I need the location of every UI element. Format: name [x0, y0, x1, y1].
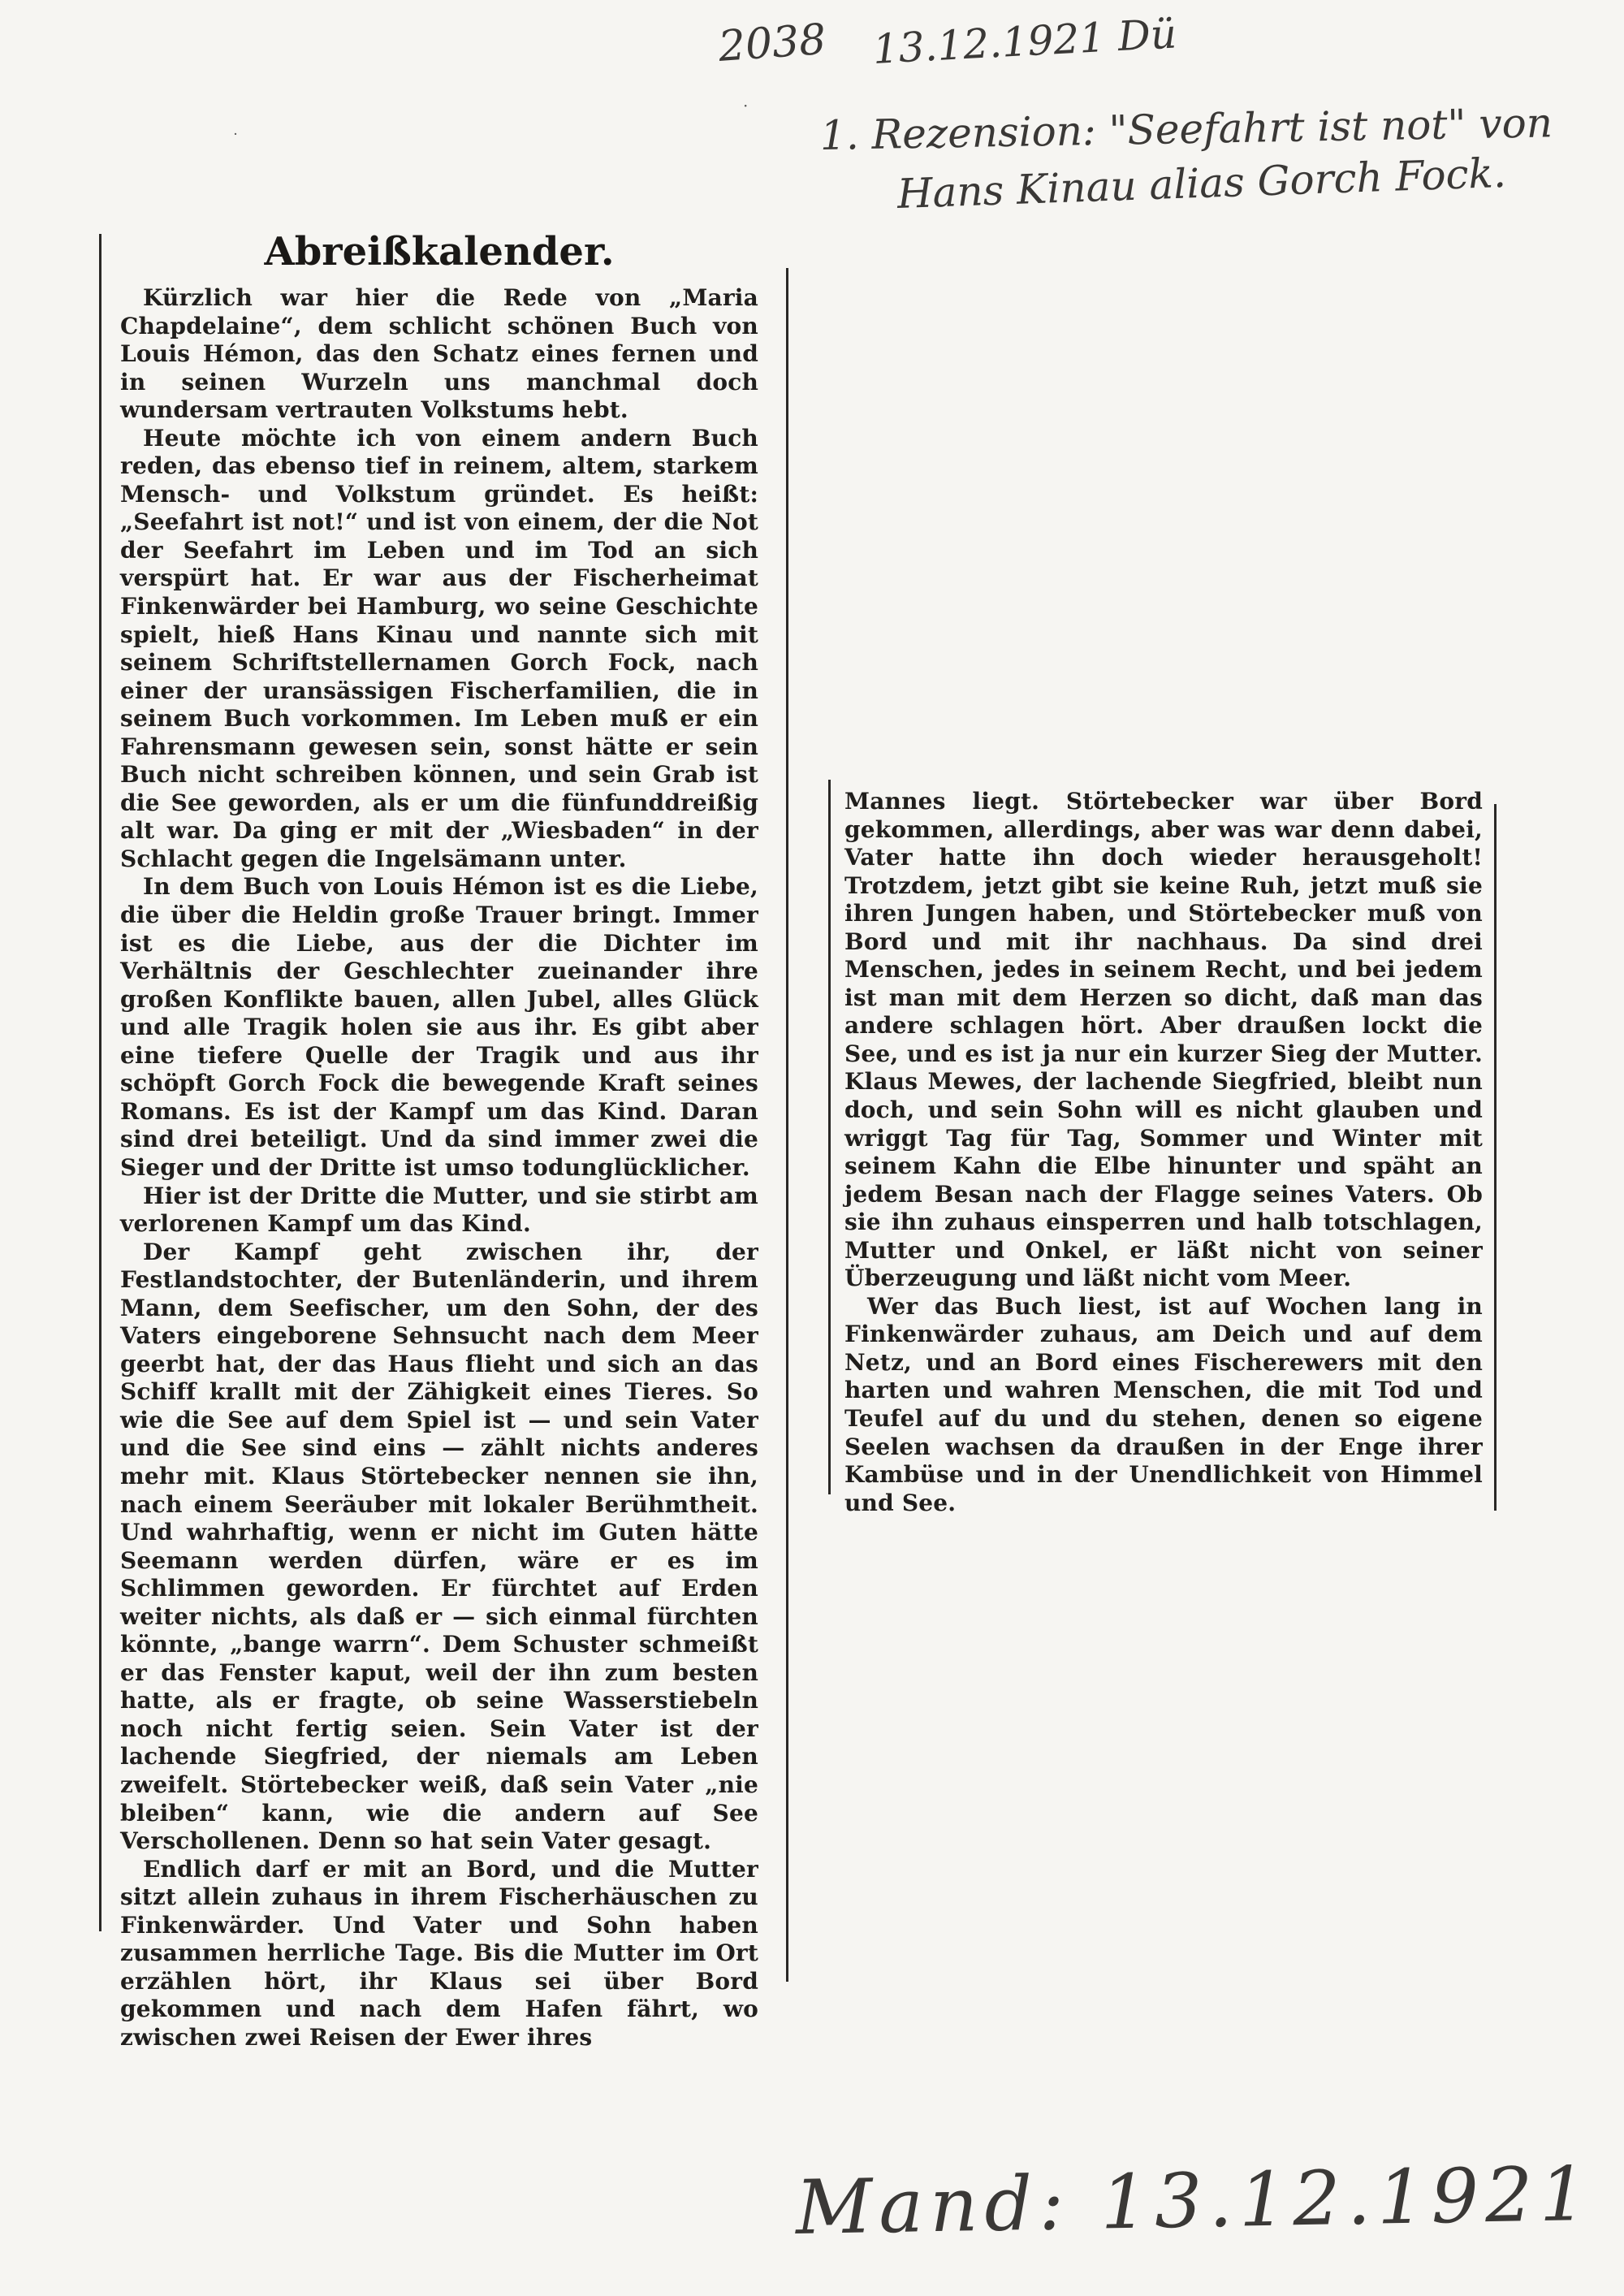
handwritten-note-line-1: 1. Rezension: "Seefahrt ist not" von: [819, 99, 1553, 159]
handwritten-note-line-2: Hans Kinau alias Gorch Fock.: [896, 149, 1507, 218]
column-rule-right-end: [1494, 804, 1497, 1511]
paragraph: Endlich darf er mit an Bord, und die Mutter sitzt allein zuhaus in ihrem Fischerhäuschen zu Finkenwärder. Und Vater und Sohn haben zusammen herrliche Tage. Bis die Mutter im Ort erzählen hört, ihr Klaus sei über Bord gekommen und nach dem Hafen fährt, wo zwischen zwei Reisen der Ewer ihres: [120, 1855, 758, 2051]
ink-speck: ˙: [231, 130, 240, 149]
handwritten-date: 13.12.1921 Dü: [871, 10, 1178, 73]
ink-speck: ·: [743, 96, 749, 115]
handwritten-archive-number: 2038: [716, 15, 828, 71]
column-rule-middle: [786, 268, 788, 1982]
paragraph: Heute möchte ich von einem andern Buch reden, das ebenso tief in reinem, altem, starkem Mensch- und Volkstum gründet. Es heißt: „Seefahrt ist not!“ und ist von einem, der die Not der Seefahrt im Leben und im Tod an sich verspürt hat. Er war aus der Fischerheimat Finkenwärder bei Hamburg, wo seine Geschichte spielt, hieß Hans Kinau und nannte sich mit seinem Schriftstellernamen Gorch Fock, nach einer der uransässigen Fischerfamilien, die in seinem Buch vorkommen. Im Leben muß er ein Fahrensmann gewesen sein, sonst hätte er sein Buch nicht schreiben können, und sein Grab ist die See geworden, als er um die fünfunddreißig alt war. Da ging er mit der „Wiesbaden“ in der Schlacht gegen die Ingelsämann unter.: [120, 424, 758, 872]
article-column-right: [844, 788, 1483, 1517]
paragraph: Der Kampf geht zwischen ihr, der Festlandstochter, der Butenländerin, und ihrem Mann, dem Seefischer, um den Sohn, der des Vaters eingeborene Sehnsucht nach dem Meer geerbt hat, der das Haus flieht und sich an das Schiff krallt mit der Zähigkeit eines Tieres. So wie die See auf dem Spiel ist — und sein Vater und die See sind eins — zählt nichts anderes mehr mit. Klaus Störtebecker nennen sie ihn, nach einem Seeräuber mit lokaler Berühmtheit. Und wahrhaftig, wenn er nicht im Guten hätte Seemann werden dürfen, wäre er es im Schlimmen geworden. Er fürchtet auf Erden weiter nichts, als daß er — sich einmal fürchten könnte, „bange warrn“. Dem Schuster schmeißt er das Fenster kaput, weil der ihn zum besten hatte, als er fragte, ob seine Wasserstiebeln noch nicht fertig seien. Sein Vater ist der lachende Siegfried, der niemals am Leben zweifelt. Störtebecker weiß, daß sein Vater „nie bleiben“ kann, wie die andern auf See Verschollenen. Denn so hat sein Vater gesagt.: [120, 1238, 758, 1855]
article-title: Abreißkalender.: [264, 229, 615, 275]
article-column-left: [120, 284, 758, 2052]
paragraph: Kürzlich war hier die Rede von „Maria Chapdelaine“, dem schlicht schönen Buch von Louis Hémon, das den Schatz eines fernen und in seinen Wurzeln uns manchmal doch wundersam vertrauten Volkstums hebt.: [120, 284, 758, 424]
paragraph: Hier ist der Dritte die Mutter, und sie stirbt am verlorenen Kampf um das Kind.: [120, 1182, 758, 1238]
paragraph: Mannes liegt. Störtebecker war über Bord gekommen, allerdings, aber was war denn dabei, Vater hatte ihn doch wieder herausgeholt! Trotzdem, jetzt gibt sie keine Ruh, jetzt muß sie ihren Jungen haben, und Störtebecker muß von Bord und mit ihr nachhaus. Da sind drei Menschen, jedes in seinem Recht, und bei jedem ist man mit dem Herzen so dicht, daß man das andere schlagen hört. Aber draußen lockt die See, und es ist ja nur ein kurzer Sieg der Mutter. Klaus Mewes, der lachende Siegfried, bleibt nun doch, und sein Sohn will es nicht glauben und wriggt Tag für Tag, Sommer und Winter mit seinem Kahn die Elbe hinunter und späht an jedem Besan nach der Flagge seines Vaters. Ob sie ihn zuhaus einsperren und halb totschlagen, Mutter und Onkel, er läßt nicht von seiner Überzeugung und läßt nicht vom Meer.: [844, 788, 1483, 1292]
paragraph: In dem Buch von Louis Hémon ist es die Liebe, die über die Heldin große Trauer bringt. Immer ist es die Liebe, aus der die Dichter im Verhältnis der Geschlechter zueinander ihre großen Konflikte bauen, allen Jubel, alles Glück und alle Tragik holen sie aus ihr. Es gibt aber eine tiefere Quelle der Tragik und aus ihr schöpft Gorch Fock die bewegende Kraft seines Romans. Es ist der Kampf um das Kind. Daran sind drei beteiligt. Und da sind immer zwei die Sieger und der Dritte ist umso todunglücklicher.: [120, 873, 758, 1181]
paragraph: Wer das Buch liest, ist auf Wochen lang in Finkenwärder zuhaus, am Deich und auf dem Netz, und an Bord eines Fischerewers mit den harten und wahren Menschen, die mit Tod und Teufel auf du und du stehen, denen so eigene Seelen wachsen da draußen in der Enge ihrer Kambüse und in der Unendlichkeit von Himmel und See.: [844, 1292, 1483, 1516]
handwritten-source-date: Mand: 13.12.1921: [795, 2150, 1594, 2251]
column-rule-right-start: [828, 780, 831, 1494]
column-rule-left: [99, 234, 102, 1931]
